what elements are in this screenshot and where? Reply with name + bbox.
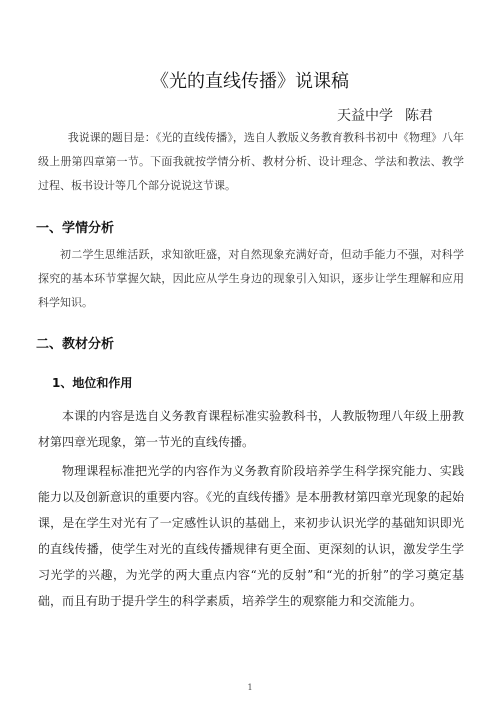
document-title: 《光的直线传播》说课稿 <box>151 71 349 92</box>
content-paragraph: 本课的内容是选自义务教育课程标准实验教科书，人教版物理八年级上册教材第四章光现象，第一节光的直线传播。 <box>38 409 464 449</box>
subheading-position-role: 1、地位和作用 <box>52 376 133 390</box>
author-name: 陈君 <box>405 108 433 124</box>
author-school: 天益中学 <box>337 108 393 124</box>
intro-paragraph: 我说课的题目是：《光的直线传播》，选自人教版义务教育教科书初中《物理》八年级上册第四章第一节。下面我就按学情分析、教材分析、设计理念、学法和教法、教学过程、板书设计等几个部分说说这节课。 <box>38 131 464 192</box>
content-paragraph: 物理课程标准把光学的内容作为义务教育阶段培养学生科学探究能力、实践能力以及创新意识的重要内容。《光的直线传播》是本册教材第四章光现象的起始课，是在学生对光有了一定感性认识的基础上，来初步认识光学的基础知识即光的直线传播，使学生对光的直线传播规律有更全面、更深刻的认识，激发学生学习光学的兴趣，为光学的两大重点内容“光的反射”和“光的折射”的学习奠定基础，而且有助于提升学生的科学素质，培养学生的观察能力和交流能力。 <box>38 464 465 608</box>
section-heading-learning-analysis: 一、学情分析 <box>36 221 115 236</box>
page-number: 1 <box>247 683 253 692</box>
section-heading-textbook-analysis: 二、教材分析 <box>36 337 115 352</box>
learning-analysis-paragraph: 初二学生思维活跃，求知欲旺盛，对自然现象充满好奇，但动手能力不强，对科学探究的基本环节掌握欠缺，因此应从学生身边的现象引入知识，逐步让学生理解和应用科学知识。 <box>38 248 464 309</box>
author-line <box>337 105 477 125</box>
